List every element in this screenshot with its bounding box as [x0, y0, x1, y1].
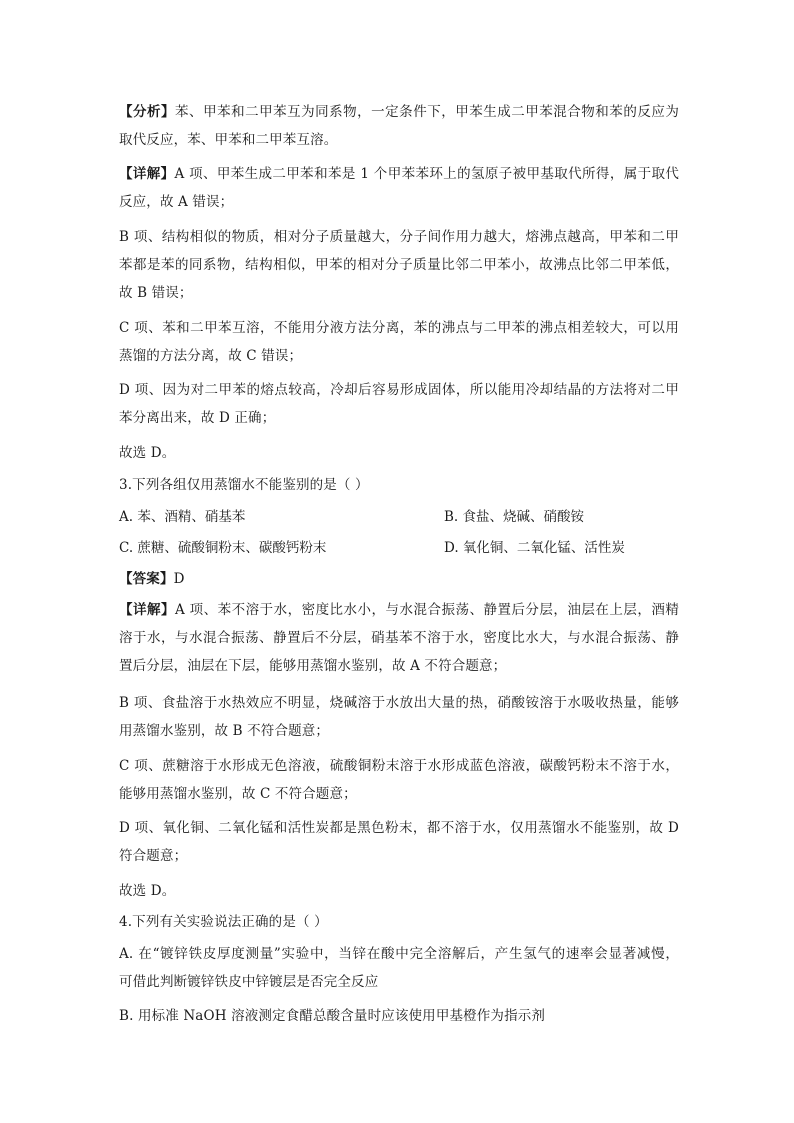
q3-detail-a-line-3: 置后分层，油层在下层，能够用蒸馏水鉴别，故 A 不符合题意； — [119, 658, 507, 674]
q3-detail-b — [119, 689, 679, 745]
q3-detail-a-line-1: 【详解】A 项、苯不溶于水，密度比水小，与水混合振荡、静置后分层，油层在上层，酒精 — [119, 602, 679, 618]
q2-detail-b-line-3: 故 B 错误； — [119, 285, 193, 301]
q4-option-a-line-1: A. 在“镀锌铁皮厚度测量”实验中，当锌在酸中完全溶解后，产生氢气的速率会显著减慢， — [119, 946, 679, 962]
q3-detail-d-line-1: D 项、氧化铜、二氧化锰和活性炭都是黑色粉末，都不溶于水，仅用蒸馏水不能鉴别，故 D — [119, 820, 679, 836]
q2-detail-d — [119, 376, 679, 432]
q2-detail-c-line-2: 蒸馏的方法分离，故 C 错误； — [119, 348, 303, 364]
q3-detail-tag: 【详解】 — [119, 602, 175, 618]
q3-detail-a-line-2: 溶于水，与水混合振荡、静置后不分层，硝基苯不溶于水，密度比水大，与水混合振荡、静 — [119, 630, 679, 646]
q3-detail-b-line-2: 用蒸馏水鉴别，故 B 不符合题意； — [119, 723, 330, 739]
q2-detail-b — [119, 223, 679, 307]
q3-answer-value: D — [173, 571, 185, 587]
q3-answer — [119, 565, 679, 593]
q3-detail-d-line-2: 符合题意； — [119, 848, 188, 864]
q2-detail-c-line-1: C 项、苯和二甲苯互溶，不能用分液方法分离，苯的沸点与二甲苯的沸点相差较大，可以用 — [119, 320, 679, 336]
q3-detail-c — [119, 752, 679, 808]
analysis-tag: 【分析】 — [119, 104, 176, 120]
analysis-section — [119, 98, 679, 154]
q3-option-a: A. 苯、酒精、硝基苯 — [119, 509, 246, 525]
q3-detail-d — [119, 814, 679, 870]
q3-option-b: B. 食盐、烧碱、硝酸铵 — [444, 509, 585, 525]
q4-option-b: B. 用标准 NaOH 溶液测定食醋总酸含量时应该使用甲基橙作为指示剂 — [119, 1008, 546, 1024]
analysis-line-1: 【分析】苯、甲苯和二甲苯互为同系物，一定条件下，甲苯生成二甲苯混合物和苯的反应为 — [119, 104, 679, 120]
q4-stem: 4.下列有关实验说法正确的是（ ） — [119, 914, 328, 930]
q3-detail-a — [119, 596, 679, 680]
q2-detail-c — [119, 314, 679, 370]
q3-detail-b-line-1: B 项、食盐溶于水热效应不明显，烧碱溶于水放出大量的热，硝酸铵溶于水吸收热量，能够 — [119, 695, 679, 711]
q3-stem: 3.下列各组仅用蒸馏水不能鉴别的是（ ） — [119, 477, 369, 493]
q4-option-a-line-2: 可借此判断镀锌铁皮中锌镀层是否完全反应 — [119, 974, 379, 990]
q3-conclusion: 故选 D。 — [119, 883, 176, 899]
q2-detail-b-line-1: B 项、结构相似的物质，相对分子质量越大，分子间作用力越大，熔沸点越高，甲苯和二甲 — [119, 229, 679, 245]
q3-detail-c-line-2: 能够用蒸馏水鉴别，故 C 不符合题意； — [119, 786, 357, 802]
q2-detail-section — [119, 160, 679, 216]
analysis-line-2: 取代反应，苯、甲苯和二甲苯互溶。 — [119, 132, 338, 148]
q3-option-c: C. 蔗糖、硫酸铜粉末、碳酸钙粉末 — [119, 540, 327, 556]
q2-conclusion: 故选 D。 — [119, 445, 176, 461]
q2-detail-b-line-2: 苯都是苯的同系物，结构相似，甲苯的相对分子质量比邻二甲苯小，故沸点比邻二甲苯低， — [119, 257, 679, 273]
q2-detail-d-line-2: 苯分离出来，故 D 正确； — [119, 410, 276, 426]
q2-detail-tag: 【详解】 — [119, 166, 175, 182]
q3-detail-c-line-1: C 项、蔗糖溶于水形成无色溶液，硫酸铜粉末溶于水形成蓝色溶液，碳酸钙粉末不溶于水， — [119, 758, 679, 774]
q3-answer-tag: 【答案】 — [119, 571, 174, 587]
q2-detail-d-line-1: D 项、因为对二甲苯的熔点较高，冷却后容易形成固体，所以能用冷却结晶的方法将对二甲 — [119, 382, 679, 398]
q2-detail-a-line-2: 反应，故 A 错误； — [119, 194, 234, 210]
q3-option-d: D. 氧化铜、二氧化锰、活性炭 — [444, 540, 625, 556]
q2-detail-a-line-1: 【详解】A 项、甲苯生成二甲苯和苯是 1 个甲苯苯环上的氢原子被甲基取代所得，属于取代 — [119, 166, 679, 182]
q4-option-a — [119, 940, 679, 996]
